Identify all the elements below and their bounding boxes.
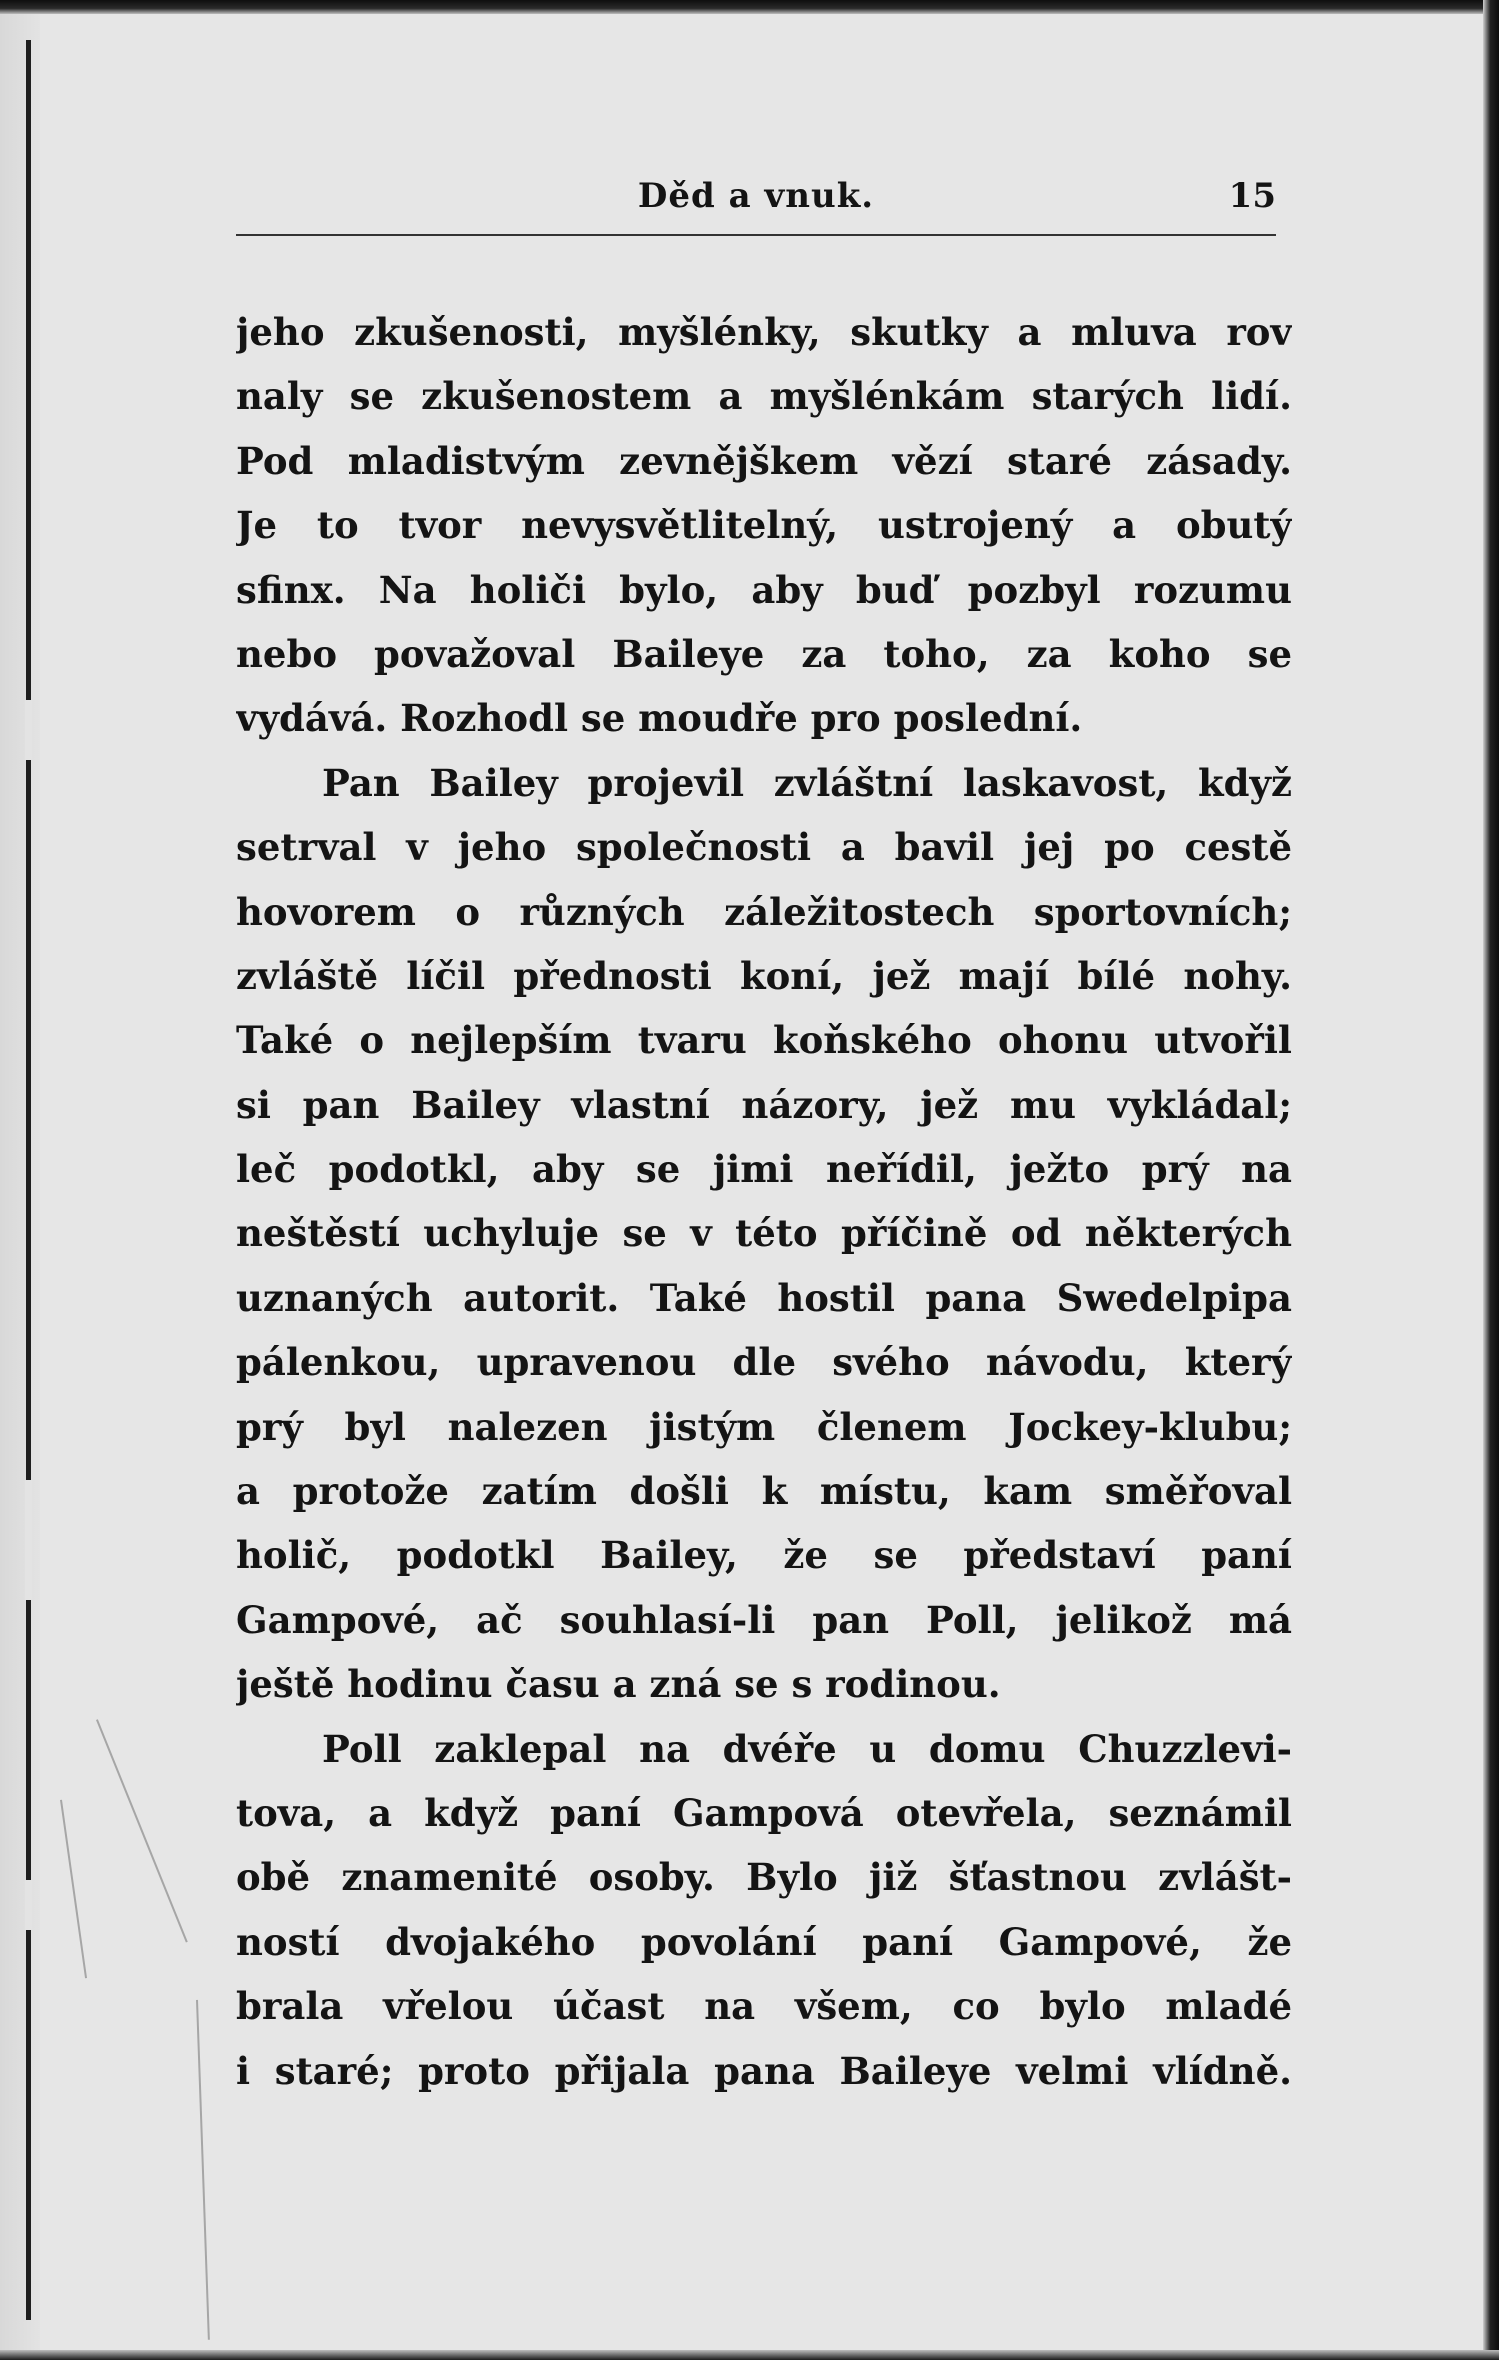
page-crease [60,1800,87,1979]
text-line: neštěstí uchyluje se v této příčině od některých [236,1211,1292,1256]
running-title: Děd a vnuk. [637,176,875,216]
text-line: setrval v jeho společnosti a bavil jej po cestě [236,825,1292,870]
binding-gutter [0,0,40,2360]
running-header [236,170,1276,230]
text-line: Pan Bailey projevil zvláštní laskavost, když [322,760,1292,805]
page-crease [96,1719,188,1942]
scan-edge-top [0,0,1499,14]
text-line: uznaných autorit. Také hostil pana Swedelpipa [236,1275,1292,1320]
text-line: ještě hodinu času a zná se s rodinou. [236,1662,1001,1707]
text-line: ností dvojakého povolání paní Gampové, že [236,1919,1292,1964]
body-text [236,300,1292,2103]
text-line: Je to tvor nevysvětlitelný, ustrojený a obutý [236,503,1292,548]
binding-edge-gap [25,700,32,760]
text-line: a protože zatím došli k místu, kam směřoval [236,1469,1292,1514]
text-line: sfinx. Na holiči bylo, aby buď pozbyl rozumu [236,567,1292,612]
text-line: jeho zkušenosti, myšlénky, skutky a mluva rov [236,310,1292,354]
text-line: zvláště líčil přednosti koní, jež mají bílé nohy. [236,953,1292,998]
text-line: naly se zkušenostem a myšlénkám starých lidí. [236,374,1292,419]
text-line: prý byl nalezen jistým členem Jockey-klubu; [236,1404,1292,1449]
header-rule [236,234,1276,236]
text-line: holič, podotkl Bailey, že se představí paní [236,1533,1292,1578]
binding-edge-gap [25,1480,32,1600]
page-crease [196,2000,210,2340]
text-line: Pod mladistvým zevnějškem vězí staré zásady. [236,438,1292,483]
scan-edge-bottom [0,2350,1499,2360]
text-line: obě znamenité osoby. Bylo již šťastnou zvlášt- [236,1855,1292,1900]
text-line: si pan Bailey vlastní názory, jež mu vykládal; [236,1082,1292,1127]
text-line: tova, a když paní Gampová otevřela, seznámil [236,1790,1292,1835]
text-line: i staré; proto přijala pana Baileye velmi vlídně. [236,2048,1292,2093]
text-line: pálenkou, upravenou dle svého návodu, který [236,1340,1292,1385]
scan-edge-right [1483,0,1499,2360]
text-line: leč podotkl, aby se jimi neřídil, ježto prý na [236,1147,1292,1192]
text-line: Poll zaklepal na dvéře u domu Chuzzlevi- [322,1726,1292,1771]
page-number: 15 [1228,176,1276,216]
text-line: brala vřelou účast na všem, co bylo mladé [236,1984,1292,2029]
binding-edge-line [26,40,31,2320]
text-line: Také o nejlepším tvaru koňského ohonu utvořil [236,1018,1292,1063]
binding-edge-gap [25,1880,32,1930]
text-line: vydává. Rozhodl se moudře pro poslední. [236,696,1083,741]
text-line: hovorem o různých záležitostech sportovních; [236,889,1292,934]
text-line: Gampové, ač souhlasí-li pan Poll, jelikož má [236,1597,1292,1642]
text-line: nebo považoval Baileye za toho, za koho se [236,631,1292,676]
